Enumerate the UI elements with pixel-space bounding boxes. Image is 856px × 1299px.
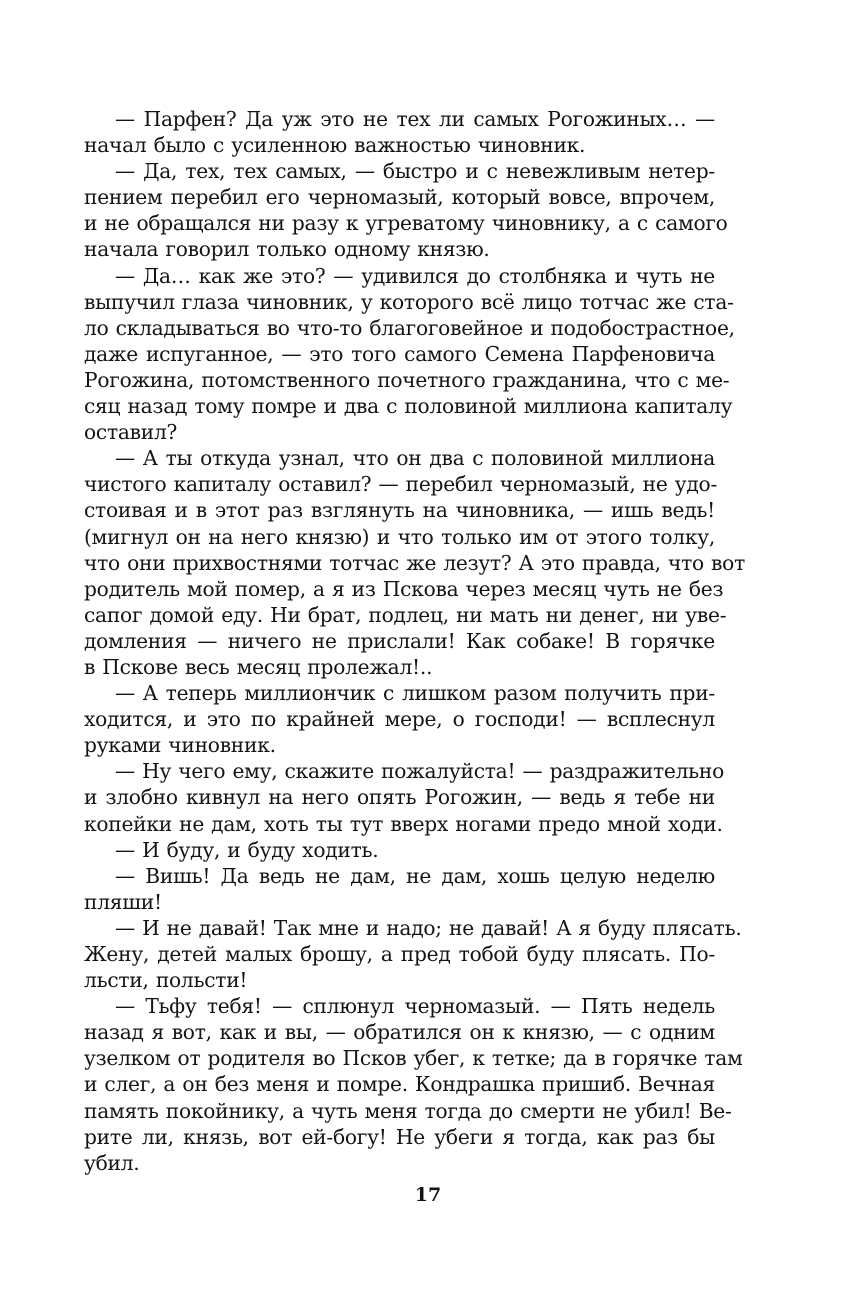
text-line: ло складываться во что-то благоговейное и подобострастное,: [84, 315, 735, 340]
text-line: — Парфен? Да уж это не тех ли самых Рогожиных… —: [115, 107, 715, 131]
text-line: сапог домой еду. Ни брат, подлец, ни мать ни денег, ни уве-: [84, 602, 727, 627]
text-line: убил.: [84, 1150, 140, 1175]
text-line: память покойнику, а чуть меня тогда до смерти не убил! Ве-: [84, 1098, 732, 1123]
paragraph: [84, 993, 743, 1176]
text-line: родитель мой помер, а я из Пскова через месяц чуть не без: [84, 576, 724, 601]
text-line: — Ну чего ему, скажите пожалуйста! — раздражительно: [115, 759, 725, 784]
text-line: копейки не дам, хоть ты тут вверх ногами предо мной ходи.: [84, 811, 723, 836]
text-line: Рогожина, потомственного почетного гражданина, что с ме-: [84, 367, 730, 392]
text-line: (мигнул он на него князю) и что только им от этого толку,: [84, 524, 715, 549]
text-line: даже испуганное, — это того самого Семена Парфеновича: [84, 341, 715, 366]
text-line: начала говорил только одному князю.: [84, 237, 490, 262]
text-line: — А теперь миллиончик с лишком разом получить при-: [115, 681, 715, 706]
text-line: руками чиновник.: [84, 733, 276, 758]
text-line: домления — ничего не прислали! Как собаке! В горячке: [84, 628, 715, 653]
text-line: чистого капиталу оставил? — перебил черномазый, не удо-: [84, 472, 718, 497]
text-line: что они прихвостнями тотчас же лезут? А это правда, что вот: [84, 550, 745, 575]
text-line: — Тьфу тебя! — сплюнул черномазый. — Пять недель: [115, 994, 715, 1019]
text-line: сяц назад тому помре и два с половиной миллиона капиталу: [84, 394, 733, 419]
paragraph: [84, 445, 745, 680]
paragraph: [84, 680, 715, 758]
text-line: выпучил глаза чиновник, у которого всё лицо тотчас же ста-: [84, 289, 734, 314]
paragraph: [84, 106, 715, 158]
text-line: — Вишь! Да ведь не дам, не дам, хошь целую неделю: [115, 863, 715, 888]
page-number: 17: [414, 1184, 442, 1206]
paragraph: [84, 263, 735, 446]
text-line: ходится, и это по крайней мере, о господи! — всплеснул: [84, 707, 715, 732]
paragraph: [84, 758, 725, 836]
text-line: и не обращался ни разу к угреватому чиновнику, а с самого: [84, 211, 728, 236]
text-line: в Пскове весь месяц пролежал!..: [84, 654, 433, 679]
text-line: начал было с усиленною важностью чиновник.: [84, 133, 586, 158]
paragraph: [84, 863, 715, 915]
paragraph: [84, 158, 728, 262]
text-line: пляши!: [84, 889, 162, 914]
text-line: — И не давай! Так мне и надо; не давай! А я буду плясать.: [115, 915, 742, 940]
text-column: [84, 106, 745, 1176]
text-line: узелком от родителя во Псков убег, к тетке; да в горячке там: [84, 1046, 743, 1071]
text-line: льсти, польсти!: [84, 968, 248, 993]
text-line: — Да, тех, тех самых, — быстро и с невежливым нетер-: [115, 159, 715, 184]
text-line: оставил?: [84, 420, 178, 445]
text-line: Жену, детей малых брошу, а пред тобой буду плясать. По-: [84, 942, 715, 966]
text-line: и слег, а он без меня и помре. Кондрашка пришиб. Вечная: [84, 1072, 715, 1097]
text-line: рите ли, князь, вот ей-богу! Не убеги я тогда, как раз бы: [84, 1124, 715, 1149]
text-line: и злобно кивнул на него опять Рогожин, — ведь я тебе ни: [84, 785, 715, 810]
text-line: пением перебил его черномазый, который вовсе, впрочем,: [84, 185, 715, 210]
text-line: — А ты откуда узнал, что он два с половиной миллиона: [115, 446, 715, 471]
text-line: — Да… как же это? — удивился до столбняка и чуть не: [115, 263, 715, 288]
paragraph: [84, 837, 715, 863]
text-line: назад я вот, как и вы, — обратился он к князю, — с одним: [84, 1020, 715, 1045]
text-line: стоивая и в этот раз взглянуть на чиновника, — ишь ведь!: [84, 498, 715, 523]
text-line: — И буду, и буду ходить.: [115, 837, 379, 862]
paragraph: [84, 915, 742, 993]
